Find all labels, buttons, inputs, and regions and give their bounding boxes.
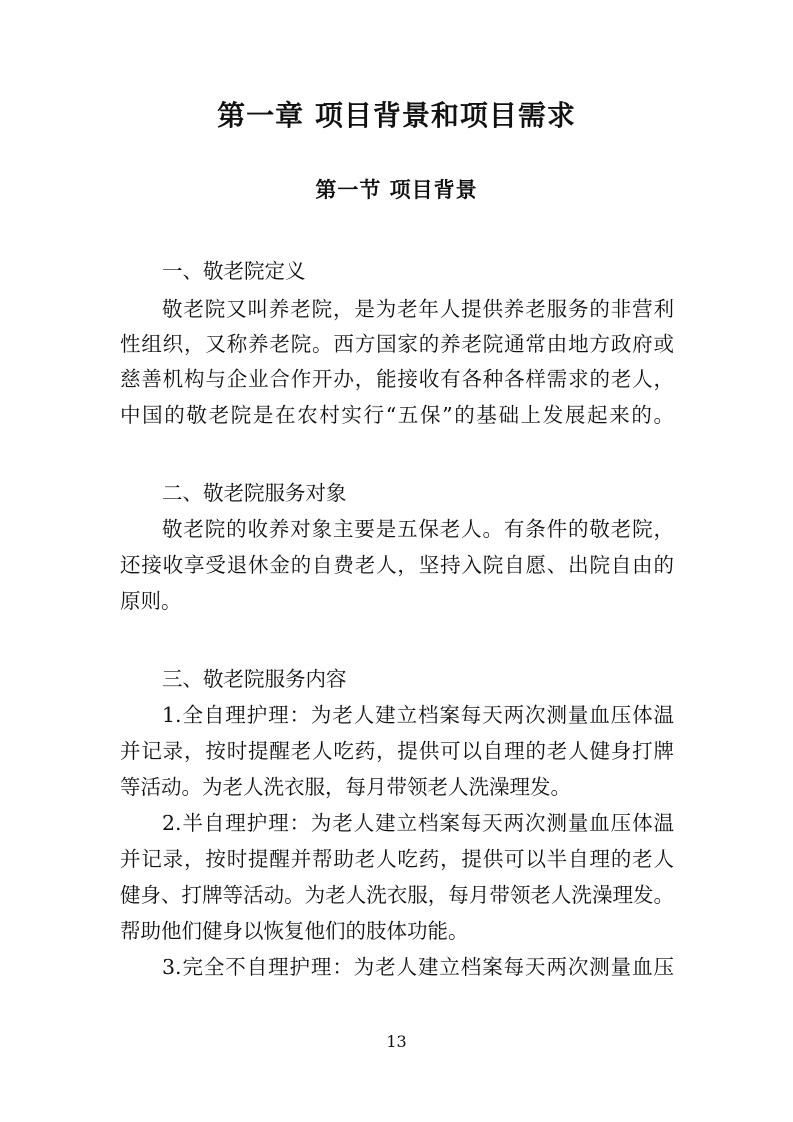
service-objects-line-1: 敬老院的收养对象主要是五保老人。有条件的敬老院，	[162, 517, 674, 541]
item2-line-2: 并记录，按时提醒并帮助老人吃药，提供可以半自理的老人	[120, 847, 674, 871]
item3-line-1: 3.完全不自理护理：为老人建立档案每天两次测量血压	[162, 955, 674, 979]
item2-line-4: 帮助他们健身以恢复他们的肢体功能。	[120, 919, 469, 943]
section-title: 第一节 项目背景	[315, 178, 478, 202]
item1-line-3: 等活动。为老人洗衣服，每月带领老人洗澡理发。	[120, 775, 571, 799]
service-objects-heading: 二、敬老院服务对象	[162, 481, 347, 505]
definition-heading: 一、敬老院定义	[162, 259, 306, 283]
definition-line-1: 敬老院又叫养老院，是为老年人提供养老服务的非营利	[162, 297, 674, 321]
definition-line-4: 中国的敬老院是在农村实行“五保”的基础上发展起来的。	[120, 403, 674, 427]
definition-line-2: 性组织，又称养老院。西方国家的养老院通常由地方政府或	[120, 332, 674, 356]
service-content-heading: 三、敬老院服务内容	[162, 667, 347, 691]
service-objects-line-2: 还接收享受退休金的自费老人，坚持入院自愿、出院自由的	[120, 553, 674, 577]
chapter-title: 第一章 项目背景和项目需求	[217, 99, 576, 132]
item2-line-1: 2.半自理护理：为老人建立档案每天两次测量血压体温	[162, 811, 674, 835]
service-objects-line-3: 原则。	[120, 589, 182, 613]
definition-line-3: 慈善机构与企业合作开办，能接收有各种各样需求的老人，	[120, 367, 674, 391]
item1-line-1: 1.全自理护理：为老人建立档案每天两次测量血压体温	[162, 703, 674, 727]
page-number: 13	[386, 1032, 407, 1051]
item2-line-3: 健身、打牌等活动。为老人洗衣服，每月带领老人洗澡理发。	[120, 883, 674, 907]
item1-line-2: 并记录，按时提醒老人吃药，提供可以自理的老人健身打牌	[120, 739, 674, 763]
